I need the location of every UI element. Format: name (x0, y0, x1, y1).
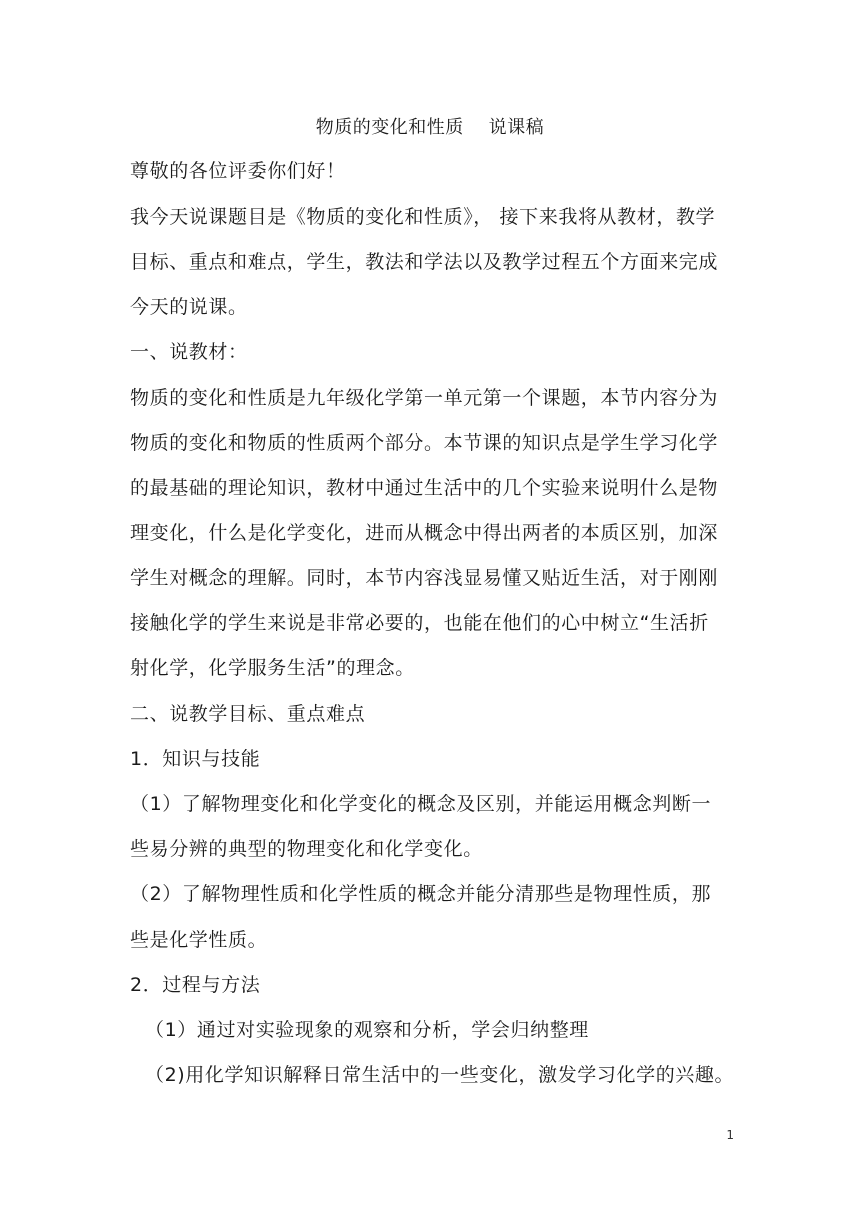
paragraph-line: 物质的变化和物质的性质两个部分。本节课的知识点是学生学习化学 (130, 432, 719, 454)
document-title: 物质的变化和性质 说课稿 (315, 117, 545, 138)
greeting-line: 尊敬的各位评委你们好！ (130, 160, 346, 182)
list-item-line: （2)用化学知识解释日常生活中的一些变化，激发学习化学的兴趣。 (145, 1064, 735, 1086)
paragraph-line: 理变化，什么是化学变化，进而从概念中得出两者的本质区别，加深 (130, 522, 719, 544)
list-item-line: 些易分辨的典型的物理变化和化学变化。 (130, 838, 483, 860)
list-item-line: （1）了解物理变化和化学变化的概念及区别，并能运用概念判断一 (130, 793, 712, 815)
paragraph-line: 射化学，化学服务生活”的理念。 (130, 657, 415, 679)
subsection-heading: 1．知识与技能 (130, 748, 261, 770)
paragraph-line: 学生对概念的理解。同时，本节内容浅显易懂又贴近生活，对于刚刚 (130, 567, 719, 589)
paragraph-line: 的最基础的理论知识，教材中通过生活中的几个实验来说明什么是物 (130, 477, 719, 499)
paragraph-line: 今天的说课。 (130, 296, 248, 318)
paragraph-line: 物质的变化和性质是九年级化学第一单元第一个课题，本节内容分为 (130, 387, 719, 409)
section-heading: 二、说教学目标、重点难点 (130, 703, 366, 725)
list-item-line: （1）通过对实验现象的观察和分析，学会归纳整理 (145, 1019, 589, 1041)
section-heading: 一、说教材： (130, 341, 248, 363)
paragraph-line: 我今天说课题目是《物质的变化和性质》， 接下来我将从教材，教学 (130, 206, 716, 228)
paragraph-line: 接触化学的学生来说是非常必要的，也能在他们的心中树立“生活折 (130, 612, 709, 634)
subsection-heading: 2．过程与方法 (130, 974, 261, 996)
list-item-line: （2）了解物理性质和化学性质的概念并能分清那些是物理性质，那 (130, 883, 712, 905)
paragraph-line: 目标、重点和难点，学生，教法和学法以及教学过程五个方面来完成 (130, 251, 719, 273)
page-number: 1 (726, 1128, 734, 1142)
list-item-line: 些是化学性质。 (130, 929, 268, 951)
